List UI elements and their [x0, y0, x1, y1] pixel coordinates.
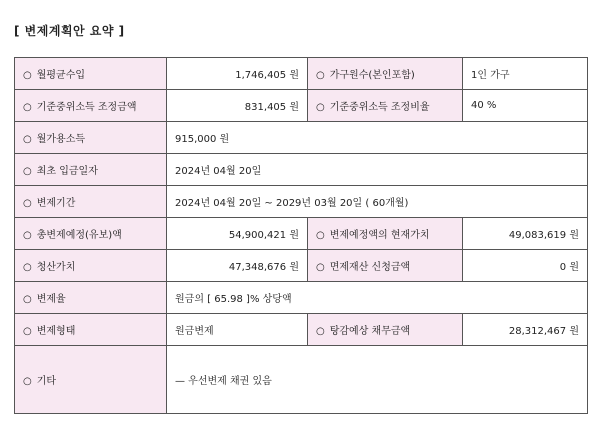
page-title: [ 변제계획안 요약 ] [14, 24, 125, 38]
circle-bullet-icon: ○ [316, 102, 325, 113]
circle-bullet-icon: ○ [316, 70, 325, 81]
value-other: — 우선변제 채권 있음 [167, 346, 588, 414]
table-row [15, 90, 588, 122]
circle-bullet-icon: ○ [316, 326, 325, 337]
circle-bullet-icon: ○ [23, 230, 32, 241]
label-liquidation-value: 청산가치 [36, 262, 76, 273]
label-repayment-period: 변제기간 [36, 198, 76, 209]
value-monthly-income: 1,746,405 원 [167, 58, 308, 90]
table-row [15, 282, 588, 314]
circle-bullet-icon: ○ [23, 294, 32, 305]
label-cell [15, 122, 167, 154]
label-cell [308, 218, 463, 250]
label-repayment-type: 변제형태 [36, 326, 76, 337]
value-liquidation-value: 47,348,676 원 [167, 250, 308, 282]
circle-bullet-icon: ○ [23, 134, 32, 145]
value-median-income-ratio: 40 % [463, 90, 588, 122]
table-row [15, 346, 588, 414]
label-cell [15, 282, 167, 314]
table-row [15, 250, 588, 282]
label-total-repayment: 총변제예정(유보)액 [36, 230, 122, 241]
circle-bullet-icon: ○ [23, 102, 32, 113]
value-present-value: 49,083,619 원 [463, 218, 588, 250]
label-cell [15, 58, 167, 90]
label-other: 기타 [36, 376, 57, 387]
label-cell [308, 314, 463, 346]
value-repayment-type: 원금변제 [167, 314, 308, 346]
label-household-size: 가구원수(본인포함) [329, 70, 415, 81]
circle-bullet-icon: ○ [316, 262, 325, 273]
label-exempt-property: 면제재산 신청금액 [329, 262, 411, 273]
label-expected-forgiveness: 탕감예상 채무금액 [329, 326, 411, 337]
value-repayment-rate: 원금의 [ 65.98 ]% 상당액 [167, 282, 588, 314]
label-repayment-rate: 변제율 [36, 294, 66, 305]
label-first-payment-date: 최초 입금일자 [36, 166, 98, 177]
label-cell [15, 346, 167, 414]
label-median-income-ratio: 기준중위소득 조정비율 [329, 102, 430, 113]
value-exempt-property: 0 원 [463, 250, 588, 282]
circle-bullet-icon: ○ [23, 376, 32, 387]
label-present-value: 변제예정액의 현재가치 [329, 230, 430, 241]
label-cell [308, 58, 463, 90]
value-total-repayment: 54,900,421 원 [167, 218, 308, 250]
circle-bullet-icon: ○ [23, 198, 32, 209]
label-cell [15, 314, 167, 346]
circle-bullet-icon: ○ [316, 230, 325, 241]
table-row [15, 314, 588, 346]
table-row [15, 154, 588, 186]
table-row [15, 58, 588, 90]
table-row [15, 122, 588, 154]
value-median-income-adjusted: 831,405 원 [167, 90, 308, 122]
label-cell [308, 90, 463, 122]
circle-bullet-icon: ○ [23, 166, 32, 177]
value-available-income: 915,000 원 [167, 122, 588, 154]
value-first-payment-date: 2024년 04월 20일 [167, 154, 588, 186]
label-median-income-adjusted: 기준중위소득 조정금액 [36, 102, 137, 113]
circle-bullet-icon: ○ [23, 70, 32, 81]
label-cell [15, 90, 167, 122]
label-cell [15, 186, 167, 218]
value-expected-forgiveness: 28,312,467 원 [463, 314, 588, 346]
label-cell [15, 218, 167, 250]
circle-bullet-icon: ○ [23, 326, 32, 337]
value-household-size: 1인 가구 [463, 58, 588, 90]
table-row [15, 186, 588, 218]
label-cell [15, 154, 167, 186]
table-row [15, 218, 588, 250]
label-cell [15, 250, 167, 282]
label-cell [308, 250, 463, 282]
summary-table [14, 57, 588, 414]
label-monthly-income: 월평균수입 [36, 70, 86, 81]
value-repayment-period: 2024년 04월 20일 ~ 2029년 03월 20일 ( 60개월) [167, 186, 588, 218]
circle-bullet-icon: ○ [23, 262, 32, 273]
label-available-income: 월가용소득 [36, 134, 86, 145]
